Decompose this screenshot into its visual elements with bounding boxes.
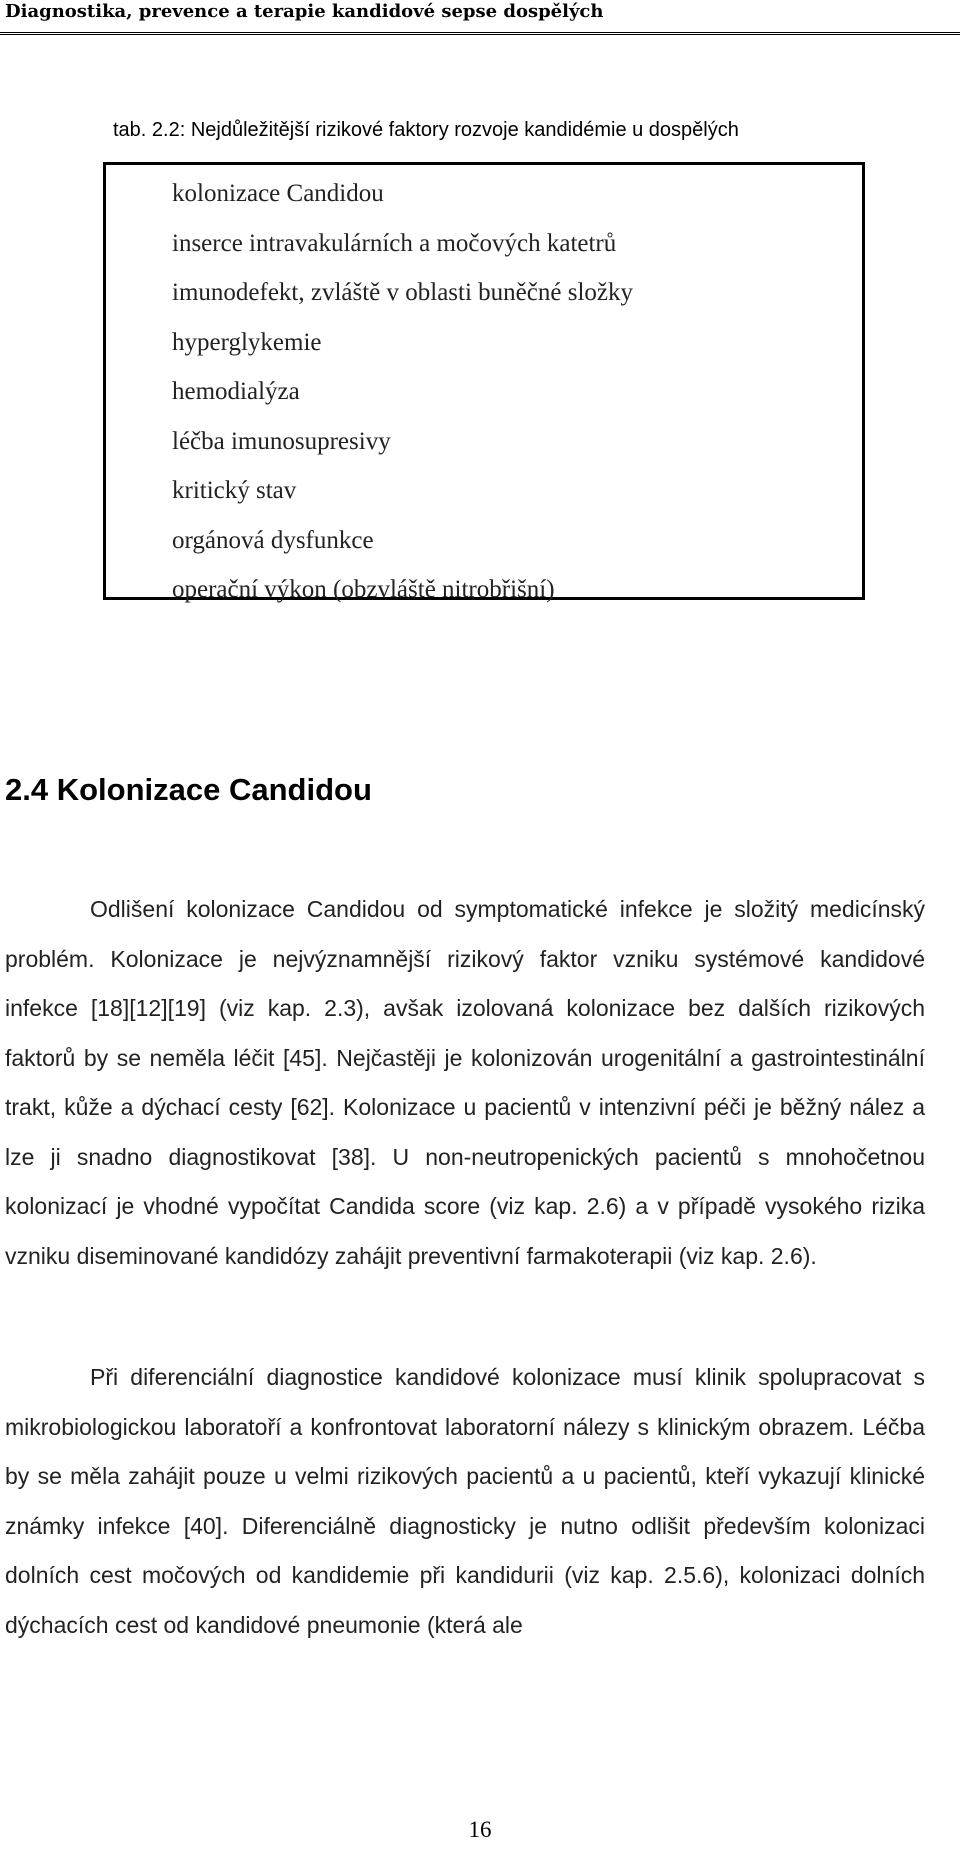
list-item: léčba imunosupresivy [172, 427, 391, 455]
body-paragraph: Při diferenciální diagnostice kandidové kolonizace musí klinik spolupracovat s mikrobiologickou laboratoří a konfrontovat laboratorní nálezy s klinickým obrazem. Léčba by se měla zahájit pouze u velmi rizikových pacientů a u pacientů, kteří vykazují klinické známky infekce [40]. Diferenciálně diagnosticky je nutno odlišit především kolonizaci dolních cest močových od kandidemie při kandidurii (viz kap. 2.5.6), kolonizaci dolních dýchacích cest od kandidové pneumonie (která ale [5, 1364, 925, 1638]
list-item: hyperglykemie [172, 328, 322, 356]
list-item: kolonizace Candidou [172, 180, 384, 207]
header-rule [0, 32, 960, 35]
running-header: Diagnostika, prevence a terapie kandidové sepse dospělých [5, 1, 604, 22]
list-item: imunodefekt, zvláště v oblasti buněčné složky [172, 279, 633, 306]
table-caption: tab. 2.2: Nejdůležitější rizikové faktory rozvoje kandidémie u dospělých [113, 119, 739, 141]
body-paragraph: Odlišení kolonizace Candidou od symptomatické infekce je složitý medicínský problém. Kolonizace je nejvýznamnější rizikový faktor vzniku systémové kandidové infekce [18][12][19] (viz kap. 2.3), avšak izolovaná kolonizace bez dalších rizikových faktorů by se neměla léčit [45]. Nejčastěji je kolonizován urogenitální a gastrointestinální trakt, kůže a dýchací cesty [62]. Kolonizace u pacientů v intenzivní péči je běžný nález a lze ji snadno diagnostikovat [38]. U non-neutropenických pacientů s mnohočetnou kolonizací je vhodné vypočítat Candida score (viz kap. 2.6) a v případě vysokého rizika vzniku diseminované kandidózy zahájit preventivní farmakoterapii (viz kap. 2.6). [5, 896, 925, 1269]
page-number: 16 [468, 1817, 492, 1842]
list-item: operační výkon (obzvláště nitrobřišní) [172, 576, 555, 603]
list-item: inserce intravakulárních a močových katetrů [172, 229, 617, 257]
list-item: kritický stav [172, 477, 297, 504]
section-heading: 2.4 Kolonizace Candidou [5, 772, 372, 807]
list-item: hemodialýza [172, 378, 300, 405]
risk-factor-list [172, 169, 633, 615]
risk-factor-table [103, 162, 865, 603]
list-item: orgánová dysfunkce [172, 526, 374, 554]
